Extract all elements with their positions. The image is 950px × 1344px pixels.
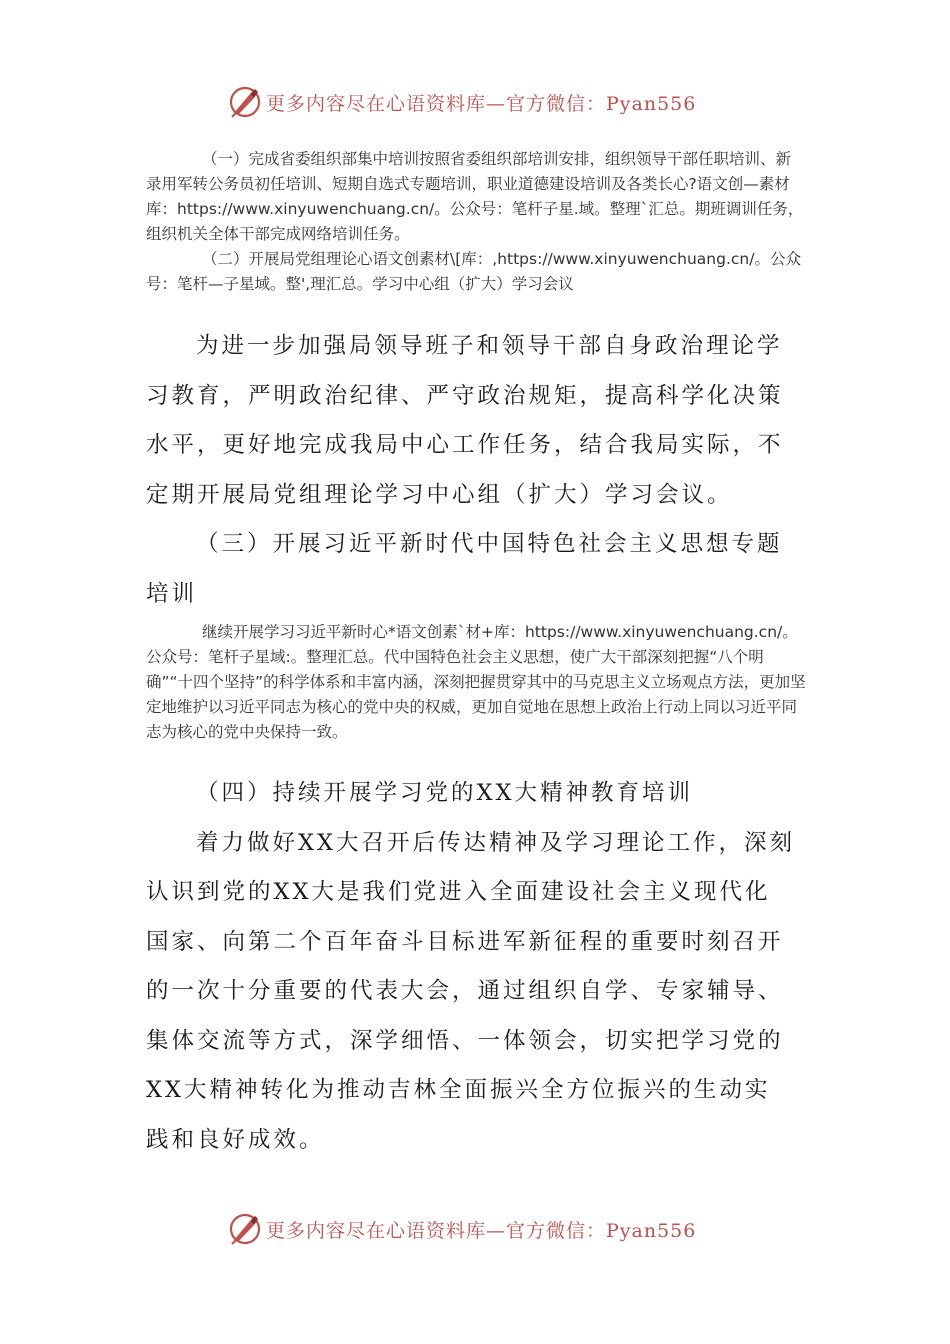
paragraph-xx-congress: 着力做好XX大召开后传达精神及学习理论工作，深刻认识到党的XX大是我们党进入全面建设社会主义现代化国家、向第二个百年奋斗目标进军新征程的重要时刻召开的一次十分重要的代表大会，通过组织自学、专家辅导、集体交流等方式，深学细悟、一体领会，切实把学习党的XX大精神转化为推动吉林全面振兴全方位振兴的生动实践和良好成效。	[146, 829, 796, 1153]
banner-text: 更多内容尽在心语资料库—官方微信：Pyan556	[266, 1219, 697, 1242]
paragraph-item-2: （二）开展局党组理论心语文创素材\[库：,https://www.xinyuwenchuang.cn/。公众号：笔杆—子星域。整',理汇总。学习中心组（扩大）学习会议	[146, 250, 801, 293]
section-large-2	[146, 769, 796, 1165]
paragraph-item-1: （一）完成省委组织部集中培训按照省委组织部培训安排，组织领导干部任职培训、新录用军转公务员初任培训、短期自选式专题培训，职业道德建设培训及各类长心?语文创—素材库：https://www.xinyuwenchuang.cn/。公众号：笔杆子星.域。整理`汇总。期班调训任务，组织机关全体干部完成网络培训任务。	[146, 150, 804, 243]
heading-section-4: （四）持续开展学习党的XX大精神教育培训	[196, 780, 694, 806]
section-small-2	[146, 620, 806, 745]
paragraph-item-3: 继续开展学习习近平新时心*语文创素`材+库：https://www.xinyuwenchuang.cn/。公众号：笔杆子星域:。整理汇总。代中国特色社会主义思想，使广大干部深刻把握“八个明确”“十四个坚持”的科学体系和丰富内涵，深刻把握贯穿其中的马克思主义立场观点方法，更加坚定地维护以习近平同志为核心的党中央的权威，更加自觉地在思想上政治上行动上同以习近平同志为核心的党中央保持一致。	[146, 623, 806, 741]
heading-section-3: （三）开展习近平新时代中国特色社会主义思想专题培训	[146, 531, 783, 607]
banner-text: 更多内容尽在心语资料库—官方微信：Pyan556	[266, 92, 697, 115]
section-small-1	[146, 147, 806, 297]
section-large-1	[146, 322, 796, 619]
pen-nib-logo-icon	[228, 85, 262, 119]
paragraph-study-meeting: 为进一步加强局领导班子和领导干部自身政治理论学习教育，严明政治纪律、严守政治规矩，提高科学化决策水平，更好地完成我局中心工作任务，结合我局实际，不定期开展局党组理论学习中心组（扩大）学习会议。	[146, 333, 784, 508]
pen-nib-logo-icon	[228, 1212, 262, 1246]
footer-banner	[228, 1211, 748, 1247]
header-banner	[228, 84, 748, 120]
